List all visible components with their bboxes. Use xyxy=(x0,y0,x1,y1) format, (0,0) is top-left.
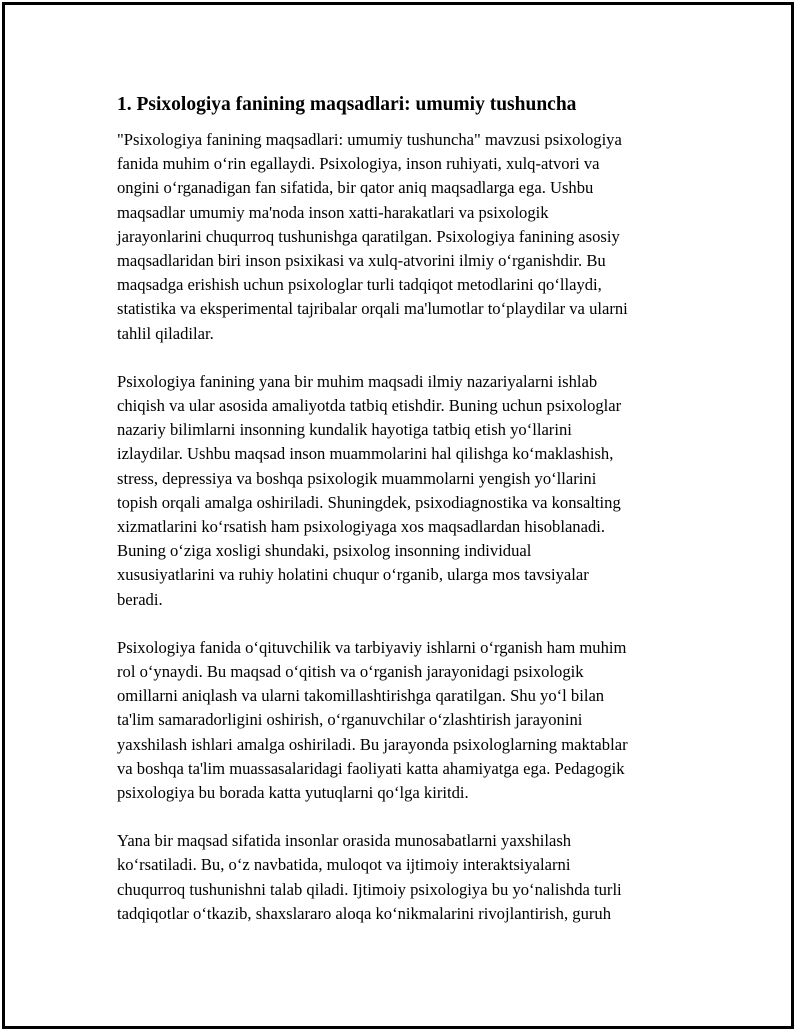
paragraph xyxy=(117,370,687,612)
text-line: maqsadlar umumiy ma'noda inson xatti-harakatlari va psixologik xyxy=(117,202,549,222)
text-line: nazariy bilimlarni insonning kundalik hayotiga tatbiq etish yo‘llarini xyxy=(117,420,572,440)
text-line: maqsadlaridan biri inson psixikasi va xulq-atvorini ilmiy o‘rganishdir. Bu xyxy=(117,251,606,271)
text-line: Buning o‘ziga xosligi shundaki, psixolog insonning individual xyxy=(117,541,532,561)
text-line: Psixologiya fanining yana bir muhim maqsadi ilmiy nazariyalarni ishlab xyxy=(117,371,598,391)
paragraph xyxy=(117,636,687,805)
section-heading: 1. Psixologiya fanining maqsadlari: umumiy tushuncha xyxy=(117,94,577,115)
text-line: psixologiya bu borada katta yutuqlarni qo‘lga kiritdi. xyxy=(117,783,469,803)
text-line: maqsadga erishish uchun psixologlar turli tadqiqot metodlarini qo‘llaydi, xyxy=(117,275,602,295)
text-line: xususiyatlarini va ruhiy holatini chuqur o‘rganib, ularga mos tavsiyalar xyxy=(117,565,589,585)
text-line: fanida muhim o‘rin egallaydi. Psixologiya, inson ruhiyati, xulq-atvori va xyxy=(117,154,600,174)
text-line: chiqish va ular asosida amaliyotda tatbiq etishdir. Buning uchun psixologlar xyxy=(117,396,622,416)
text-line: tahlil qiladilar. xyxy=(117,323,214,343)
text-line: va boshqa ta'lim muassasalaridagi faoliyati katta ahamiyatga ega. Pedagogik xyxy=(117,758,625,778)
paragraph xyxy=(117,128,687,346)
text-line: izlaydilar. Ushbu maqsad inson muammolarini hal qilishga ko‘maklashish, xyxy=(117,444,614,464)
text-line: Yana bir maqsad sifatida insonlar orasida munosabatlarni yaxshilash xyxy=(117,831,572,851)
text-line: topish orqali amalga oshiriladi. Shuningdek, psixodiagnostika va konsalting xyxy=(117,492,621,512)
text-line: Psixologiya fanida o‘qituvchilik va tarbiyaviy ishlarni o‘rganish ham muhim xyxy=(117,637,627,657)
text-line: ta'lim samaradorligini oshirish, o‘rganuvchilar o‘zlashtirish jarayonini xyxy=(117,710,583,730)
text-line: ongini o‘rganadigan fan sifatida, bir qator aniq maqsadlarga ega. Ushbu xyxy=(117,178,594,198)
text-line: stress, depressiya va boshqa psixologik muammolarni yengish yo‘llarini xyxy=(117,468,597,488)
text-line: statistika va eksperimental tajribalar orqali ma'lumotlar to‘playdilar va ularni xyxy=(117,299,628,319)
text-line: xizmatlarini ko‘rsatish ham psixologiyaga xos maqsadlardan hisoblanadi. xyxy=(117,517,606,537)
text-line: ko‘rsatiladi. Bu, o‘z navbatida, muloqot va ijtimoiy interaktsiyalarni xyxy=(117,855,571,875)
text-line: omillarni aniqlash va ularni takomillashtirishga qaratilgan. Shu yo‘l bilan xyxy=(117,686,605,706)
text-line: beradi. xyxy=(117,589,163,609)
paragraphs-container xyxy=(117,128,687,926)
text-line: tadqiqotlar o‘tkazib, shaxslararo aloqa ko‘nikmalarini rivojlantirish, guruh xyxy=(117,903,611,923)
text-line: chuqurroq tushunishni talab qiladi. Ijtimoiy psixologiya bu yo‘nalishda turli xyxy=(117,879,622,899)
text-line: rol o‘ynaydi. Bu maqsad o‘qitish va o‘rganish jarayonidagi psixologik xyxy=(117,662,584,682)
text-line: jarayonlarini chuqurroq tushunishga qaratilgan. Psixologiya fanining asosiy xyxy=(117,226,620,246)
text-line: yaxshilash ishlari amalga oshiriladi. Bu jarayonda psixologlarning maktablar xyxy=(117,734,628,754)
text-line: "Psixologiya fanining maqsadlari: umumiy tushuncha" mavzusi psixologiya xyxy=(117,130,622,149)
document-body xyxy=(117,92,687,950)
paragraph xyxy=(117,829,687,926)
